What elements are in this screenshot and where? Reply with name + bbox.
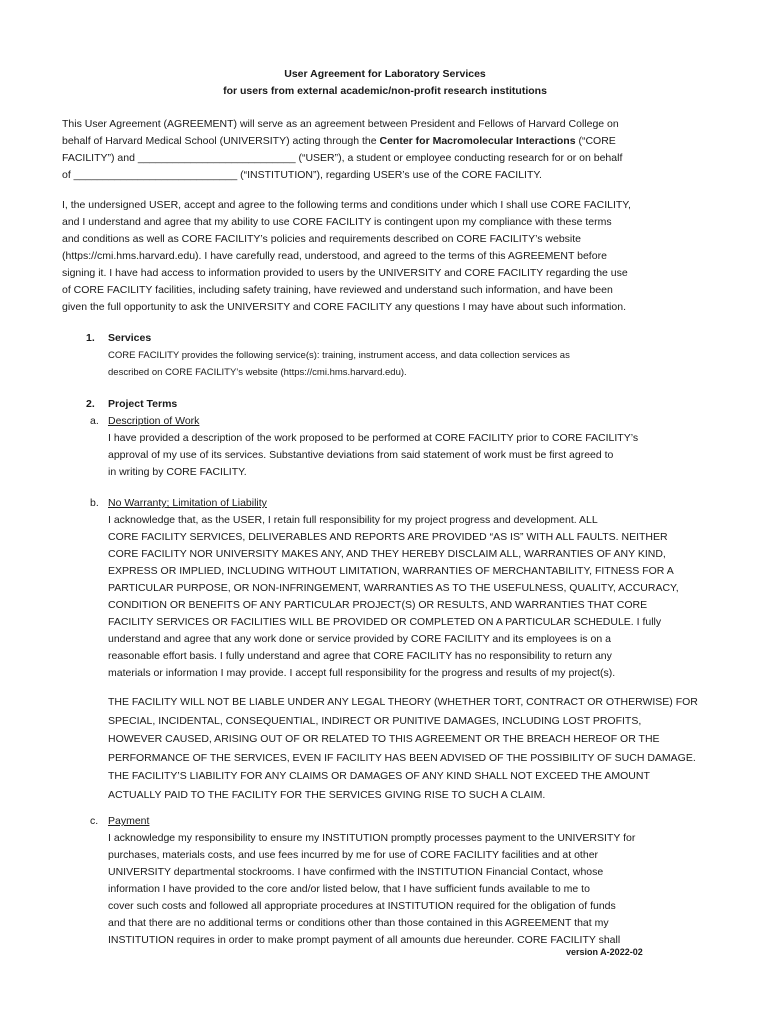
acceptance-paragraph — [62, 197, 710, 316]
subsection-letter: c. — [90, 815, 99, 827]
subsection-line: information I have provided to the core and/or listed below, that I have sufficient funds available to me to — [108, 883, 590, 895]
subsection-no-warranty — [108, 495, 712, 682]
subsection-line: in writing by CORE FACILITY. — [108, 466, 247, 478]
acceptance-line: of CORE FACILITY facilities, including safety training, have reviewed and understand such information, and have been — [62, 284, 613, 296]
subsection-line: and that there are no additional terms or conditions other than those contained in this AGREEMENT that my — [108, 917, 609, 929]
subsection-line: PARTICULAR PURPOSE, OR NON-INFRINGEMENT, WARRANTIES AS TO THE USEFULNESS, QUALITY, ACCURACY, — [108, 582, 679, 594]
intro-text: (“CORE — [575, 135, 616, 147]
section-2-heading — [108, 396, 712, 413]
intro-line — [62, 133, 710, 150]
subsection-line: I acknowledge that, as the USER, I retain full responsibility for my project progress and development. ALL — [108, 514, 598, 526]
liability-paragraph — [108, 693, 712, 804]
intro-text: behalf of Harvard Medical School (UNIVERSITY) acting through the — [62, 135, 380, 147]
document-title: User Agreement for Laboratory Services — [284, 68, 486, 80]
subsection-line: materials or information I may provide. I accept full responsibility for the progress and results of my project(s). — [108, 667, 616, 679]
intro-line: FACILITY”) and ___________________________ (“USER”), a student or employee conducting research for or on behalf — [62, 152, 623, 164]
subsection-line: CORE FACILITY SERVICES, DELIVERABLES AND REPORTS ARE PROVIDED “AS IS” WITH ALL FAULTS. NEITHER — [108, 531, 668, 543]
section-heading: Services — [108, 332, 152, 344]
subsection-line: cover such costs and followed all appropriate procedures at INSTITUTION required for the obligation of funds — [108, 900, 616, 912]
section-number: 1. — [86, 332, 95, 344]
subsection-line: I have provided a description of the work proposed to be performed at CORE FACILITY prior to CORE FACILITY’s — [108, 432, 639, 444]
subsection-line: UNIVERSITY departmental stockrooms. I have confirmed with the INSTITUTION Financial Contact, whose — [108, 866, 604, 878]
acceptance-line: (https://cmi.hms.harvard.edu). I have carefully read, understood, and agreed to the terms of this AGREEMENT before — [62, 250, 607, 262]
section-1-services — [108, 330, 712, 381]
liability-line: THE FACILITY WILL NOT BE LIABLE UNDER ANY LEGAL THEORY (WHETHER TORT, CONTRACT OR OTHERWISE) FOR — [108, 696, 698, 708]
subsection-line: CONDITION OR BENEFITS OF ANY PARTICULAR PROJECT(S) OR RESULTS, AND WARRANTIES THAT CORE — [108, 599, 648, 611]
acceptance-line: I, the undersigned USER, accept and agree to the following terms and conditions under which I shall use CORE FACILITY, — [62, 199, 631, 211]
section-line: CORE FACILITY provides the following service(s): training, instrument access, and data collection services as — [108, 350, 570, 361]
subsection-heading: Description of Work — [108, 415, 200, 427]
subsection-heading: No Warranty; Limitation of Liability — [108, 497, 267, 509]
acceptance-line: and conditions as well as CORE FACILITY’s policies and requirements described on CORE FACILITY’s website — [62, 233, 582, 245]
document-subtitle: for users from external academic/non-profit research institutions — [223, 85, 547, 97]
center-name: Center for Macromolecular Interactions — [379, 135, 576, 147]
subsection-line: FACILITY SERVICES OR FACILITIES WILL BE PROVIDED OR COMPLETED ON A PARTICULAR SCHEDULE. I fully — [108, 616, 662, 628]
intro-line: This User Agreement (AGREEMENT) will serve as an agreement between President and Fellows of Harvard College on — [62, 118, 619, 130]
version-label: version A-2022-02 — [566, 947, 643, 957]
subsection-line: reasonable effort basis. I fully understand and agree that CORE FACILITY has no responsibility to return any — [108, 650, 612, 662]
subsection-description-of-work — [108, 413, 712, 481]
acceptance-line: given the full opportunity to ask the UNIVERSITY and CORE FACILITY any questions I may have about such information. — [62, 301, 626, 313]
section-line: described on CORE FACILITY’s website (https://cmi.hms.harvard.edu). — [108, 367, 407, 378]
subsection-line: approval of my use of its services. Substantive deviations from said statement of work must be first agreed to — [108, 449, 614, 461]
subsection-heading: Payment — [108, 815, 150, 827]
intro-paragraph — [62, 116, 710, 184]
subsection-line: INSTITUTION requires in order to make prompt payment of all amounts due hereunder. CORE FACILITY shall — [108, 934, 621, 946]
subsection-payment — [108, 813, 712, 949]
section-heading: Project Terms — [108, 398, 178, 410]
subsection-line: understand and agree that any work done or service provided by CORE FACILITY and its employees is on a — [108, 633, 611, 645]
subsection-line: I acknowledge my responsibility to ensure my INSTITUTION promptly processes payment to the UNIVERSITY for — [108, 832, 636, 844]
section-number: 2. — [86, 398, 95, 410]
liability-line: PERFORMANCE OF THE SERVICES, EVEN IF FACILITY HAS BEEN ADVISED OF THE POSSIBILITY OF SUCH DAMAGE. — [108, 751, 696, 764]
subsection-line: CORE FACILITY NOR UNIVERSITY MAKES ANY, AND THEY HEREBY DISCLAIM ALL, WARRANTIES OF ANY KIND, — [108, 548, 666, 560]
liability-line: SPECIAL, INCIDENTAL, CONSEQUENTIAL, INDIRECT OR PUNITIVE DAMAGES, INCLUDING LOST PROFITS, — [108, 714, 642, 727]
acceptance-line: and I understand and agree that my ability to use CORE FACILITY is contingent upon my compliance with these terms — [62, 216, 612, 228]
subsection-line: EXPRESS OR IMPLIED, INCLUDING WITHOUT LIMITATION, WARRANTIES OF MERCHANTABILITY, FITNESS FOR A — [108, 565, 674, 577]
liability-line: THE FACILITY’S LIABILITY FOR ANY CLAIMS OR DAMAGES OF ANY KIND SHALL NOT EXCEED THE AMOUNT — [108, 770, 650, 782]
liability-line: HOWEVER CAUSED, ARISING OUT OF OR RELATED TO THIS AGREEMENT OR THE BREACH HEREOF OR THE — [108, 733, 660, 745]
subsection-letter: b. — [90, 497, 99, 509]
acceptance-line: signing it. I have had access to information provided to users by the UNIVERSITY and CORE FACILITY regarding the use — [62, 267, 628, 279]
liability-line: ACTUALLY PAID TO THE FACILITY FOR THE SERVICES GIVING RISE TO SUCH A CLAIM. — [108, 788, 546, 801]
intro-line: of ____________________________ (“INSTITUTION”), regarding USER’s use of the CORE FACILITY. — [62, 169, 542, 181]
subsection-letter: a. — [90, 415, 99, 427]
subsection-line: purchases, materials costs, and use fees incurred by me for use of CORE FACILITY facilities and at other — [108, 849, 599, 861]
